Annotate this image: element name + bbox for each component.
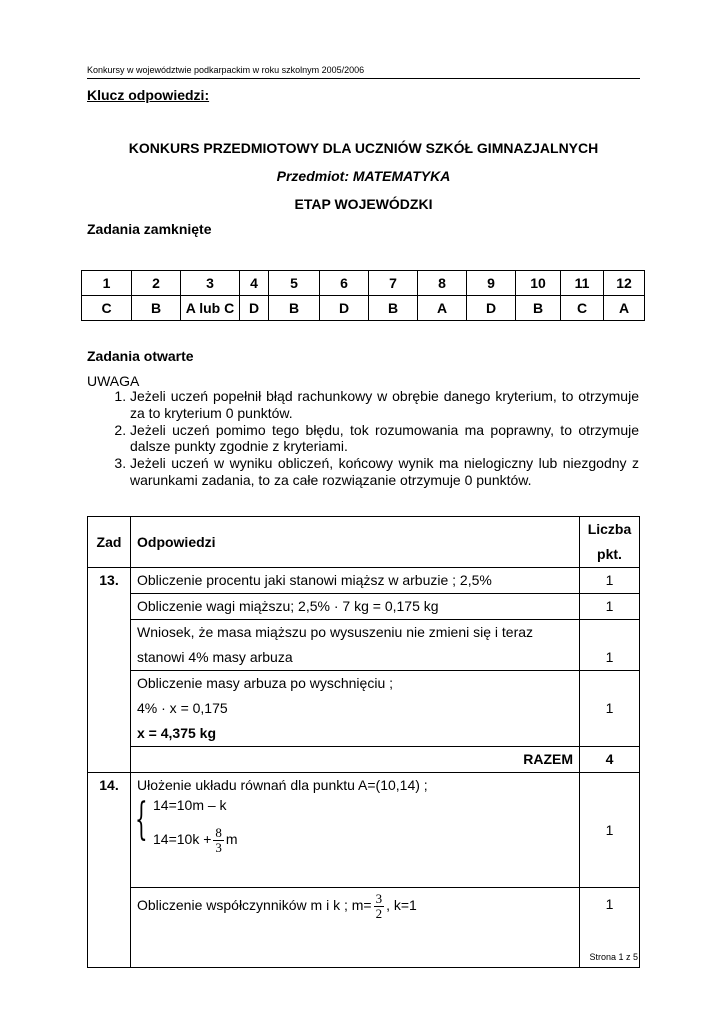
points-cell: [580, 671, 640, 747]
task-answer: B: [516, 296, 561, 321]
open-tasks-heading: Zadania otwarte: [87, 348, 194, 364]
answer-text: Obliczenie procentu jaki stanowi miąższ w arbuzie ; 2,5%: [137, 572, 492, 588]
col-header-points: [580, 517, 640, 568]
answer-cell: [131, 671, 580, 747]
closed-tasks-heading: Zadania zamknięte: [87, 221, 212, 237]
closed-answers-table: [81, 270, 645, 321]
answer-key-title: Klucz odpowiedzi:: [87, 87, 210, 103]
task-number: 2: [132, 271, 181, 296]
page-number: Strona 1 z 5: [589, 952, 638, 962]
task-number: 12: [604, 271, 645, 296]
task-number: 6: [320, 271, 369, 296]
points-cell: [580, 620, 640, 671]
total-label: RAZEM: [523, 751, 573, 767]
answer-cell: [131, 568, 580, 594]
coefficients-line: [137, 888, 573, 921]
table-row: [88, 747, 640, 773]
table-row: [88, 594, 640, 620]
points-value: 1: [605, 598, 614, 614]
points-cell: [580, 568, 640, 594]
task-14-label: 14.: [99, 777, 119, 793]
task-number: 5: [269, 271, 320, 296]
points-cell: [580, 594, 640, 620]
points-value: 1: [605, 700, 614, 716]
page-header: Konkursy w województwie podkarpackim w roku szkolnym 2005/2006: [87, 65, 365, 75]
task-13-number: [88, 568, 131, 773]
fraction-8-3: [213, 826, 224, 855]
fraction-denominator: 2: [375, 906, 383, 921]
answer-result: x = 4,375 kg: [137, 725, 217, 741]
task-answer: A: [604, 296, 645, 321]
col-header-zad: Zad: [88, 517, 131, 568]
table-header-row: [88, 517, 640, 568]
fraction-numerator: 3: [375, 891, 383, 906]
task-number: 4: [240, 271, 269, 296]
col-header-points-line1: Liczba: [587, 521, 632, 537]
points-value: 1: [605, 649, 614, 665]
answer-text: Ułożenie układu równań dla punktu A=(10,14) ;: [137, 777, 428, 793]
answer-text: Obliczenie masy arbuza po wyschnięciu ;: [137, 675, 394, 691]
points-value: 1: [605, 572, 614, 588]
fraction-numerator: 8: [215, 825, 222, 840]
header-divider: [87, 78, 640, 79]
task-number: 9: [467, 271, 516, 296]
closed-answers-row: [82, 296, 645, 321]
task-number: 8: [418, 271, 467, 296]
table-row: [88, 568, 640, 594]
equation-1: 14=10m – k: [153, 797, 227, 813]
table-row: [88, 773, 640, 888]
col-header-answers: Odpowiedzi: [131, 517, 580, 568]
answer-text: Obliczenie wagi miąższu; 2,5% · 7 kg = 0,175 kg: [137, 598, 439, 614]
task-answer: B: [132, 296, 181, 321]
table-row: [88, 671, 640, 747]
equation-2: [153, 826, 238, 855]
fraction-3-2: [374, 892, 385, 921]
points-value: 1: [605, 821, 614, 838]
answer-cell: [131, 773, 580, 888]
answer-text: 4% · x = 0,175: [137, 700, 228, 716]
points-value: 1: [605, 896, 614, 912]
task-answer: B: [369, 296, 418, 321]
table-row: [88, 620, 640, 671]
answer-cell: [131, 594, 580, 620]
answer-cell: [131, 620, 580, 671]
answer-cell: [131, 888, 580, 968]
equation-2-part: 14=10k +: [153, 831, 212, 848]
note-item: 3. Jeżeli uczeń w wyniku obliczeń, końcowy wynik ma nielogiczny lub niezgodny z warunkami zadania, to za całe rozwiązanie otrzymuje 0 punktów.: [130, 455, 639, 489]
note-heading: UWAGA: [87, 373, 140, 389]
brace-icon: {: [135, 794, 148, 845]
closed-numbers-row: [82, 271, 645, 296]
task-number: 11: [561, 271, 604, 296]
task-answer: B: [269, 296, 320, 321]
answer-text: Wniosek, że masa miąższu po wysuszeniu nie zmieni się i teraz: [137, 624, 534, 640]
task-number: 10: [516, 271, 561, 296]
task-number: 1: [82, 271, 132, 296]
total-points: 4: [605, 751, 614, 767]
task-number: 7: [369, 271, 418, 296]
task-answer: A lub C: [181, 296, 240, 321]
equation-2-part: m: [225, 831, 238, 848]
col-header-points-line2: pkt.: [597, 546, 622, 562]
task-number: 3: [181, 271, 240, 296]
answer-text: stanowi 4% masy arbuza: [137, 649, 293, 665]
fraction-denominator: 3: [215, 840, 222, 855]
task-answer: D: [320, 296, 369, 321]
equation-system: [135, 794, 573, 858]
open-answers-table: [87, 516, 640, 968]
task-13-label: 13.: [99, 572, 119, 588]
total-points-cell: [580, 747, 640, 773]
subject-title: Przedmiot: MATEMATYKA: [276, 168, 451, 184]
task-answer: D: [467, 296, 516, 321]
table-row: [88, 888, 640, 968]
contest-title: KONKURS PRZEDMIOTOWY DLA UCZNIÓW SZKÓŁ GIMNAZJALNYCH: [128, 140, 599, 156]
stage-title: ETAP WOJEWÓDZKI: [294, 196, 433, 212]
points-cell: [580, 773, 640, 888]
note-item: 2. Jeżeli uczeń pomimo tego błędu, tok rozumowania ma poprawny, to otrzymuje dalsze punkty zgodnie z kryteriami.: [130, 422, 639, 456]
task-answer: C: [82, 296, 132, 321]
note-item: 1. Jeżeli uczeń popełnił błąd rachunkowy w obrębie danego kryterium, to otrzymuje za to kryterium 0 punktów.: [130, 388, 639, 422]
answer-text: Obliczenie współczynników m i k ; m=: [137, 897, 372, 914]
task-14-number: [88, 773, 131, 968]
task-answer: C: [561, 296, 604, 321]
answer-text: , k=1: [386, 897, 417, 914]
notes-list: [87, 388, 639, 489]
task-answer: D: [240, 296, 269, 321]
total-label-cell: [131, 747, 580, 773]
task-answer: A: [418, 296, 467, 321]
